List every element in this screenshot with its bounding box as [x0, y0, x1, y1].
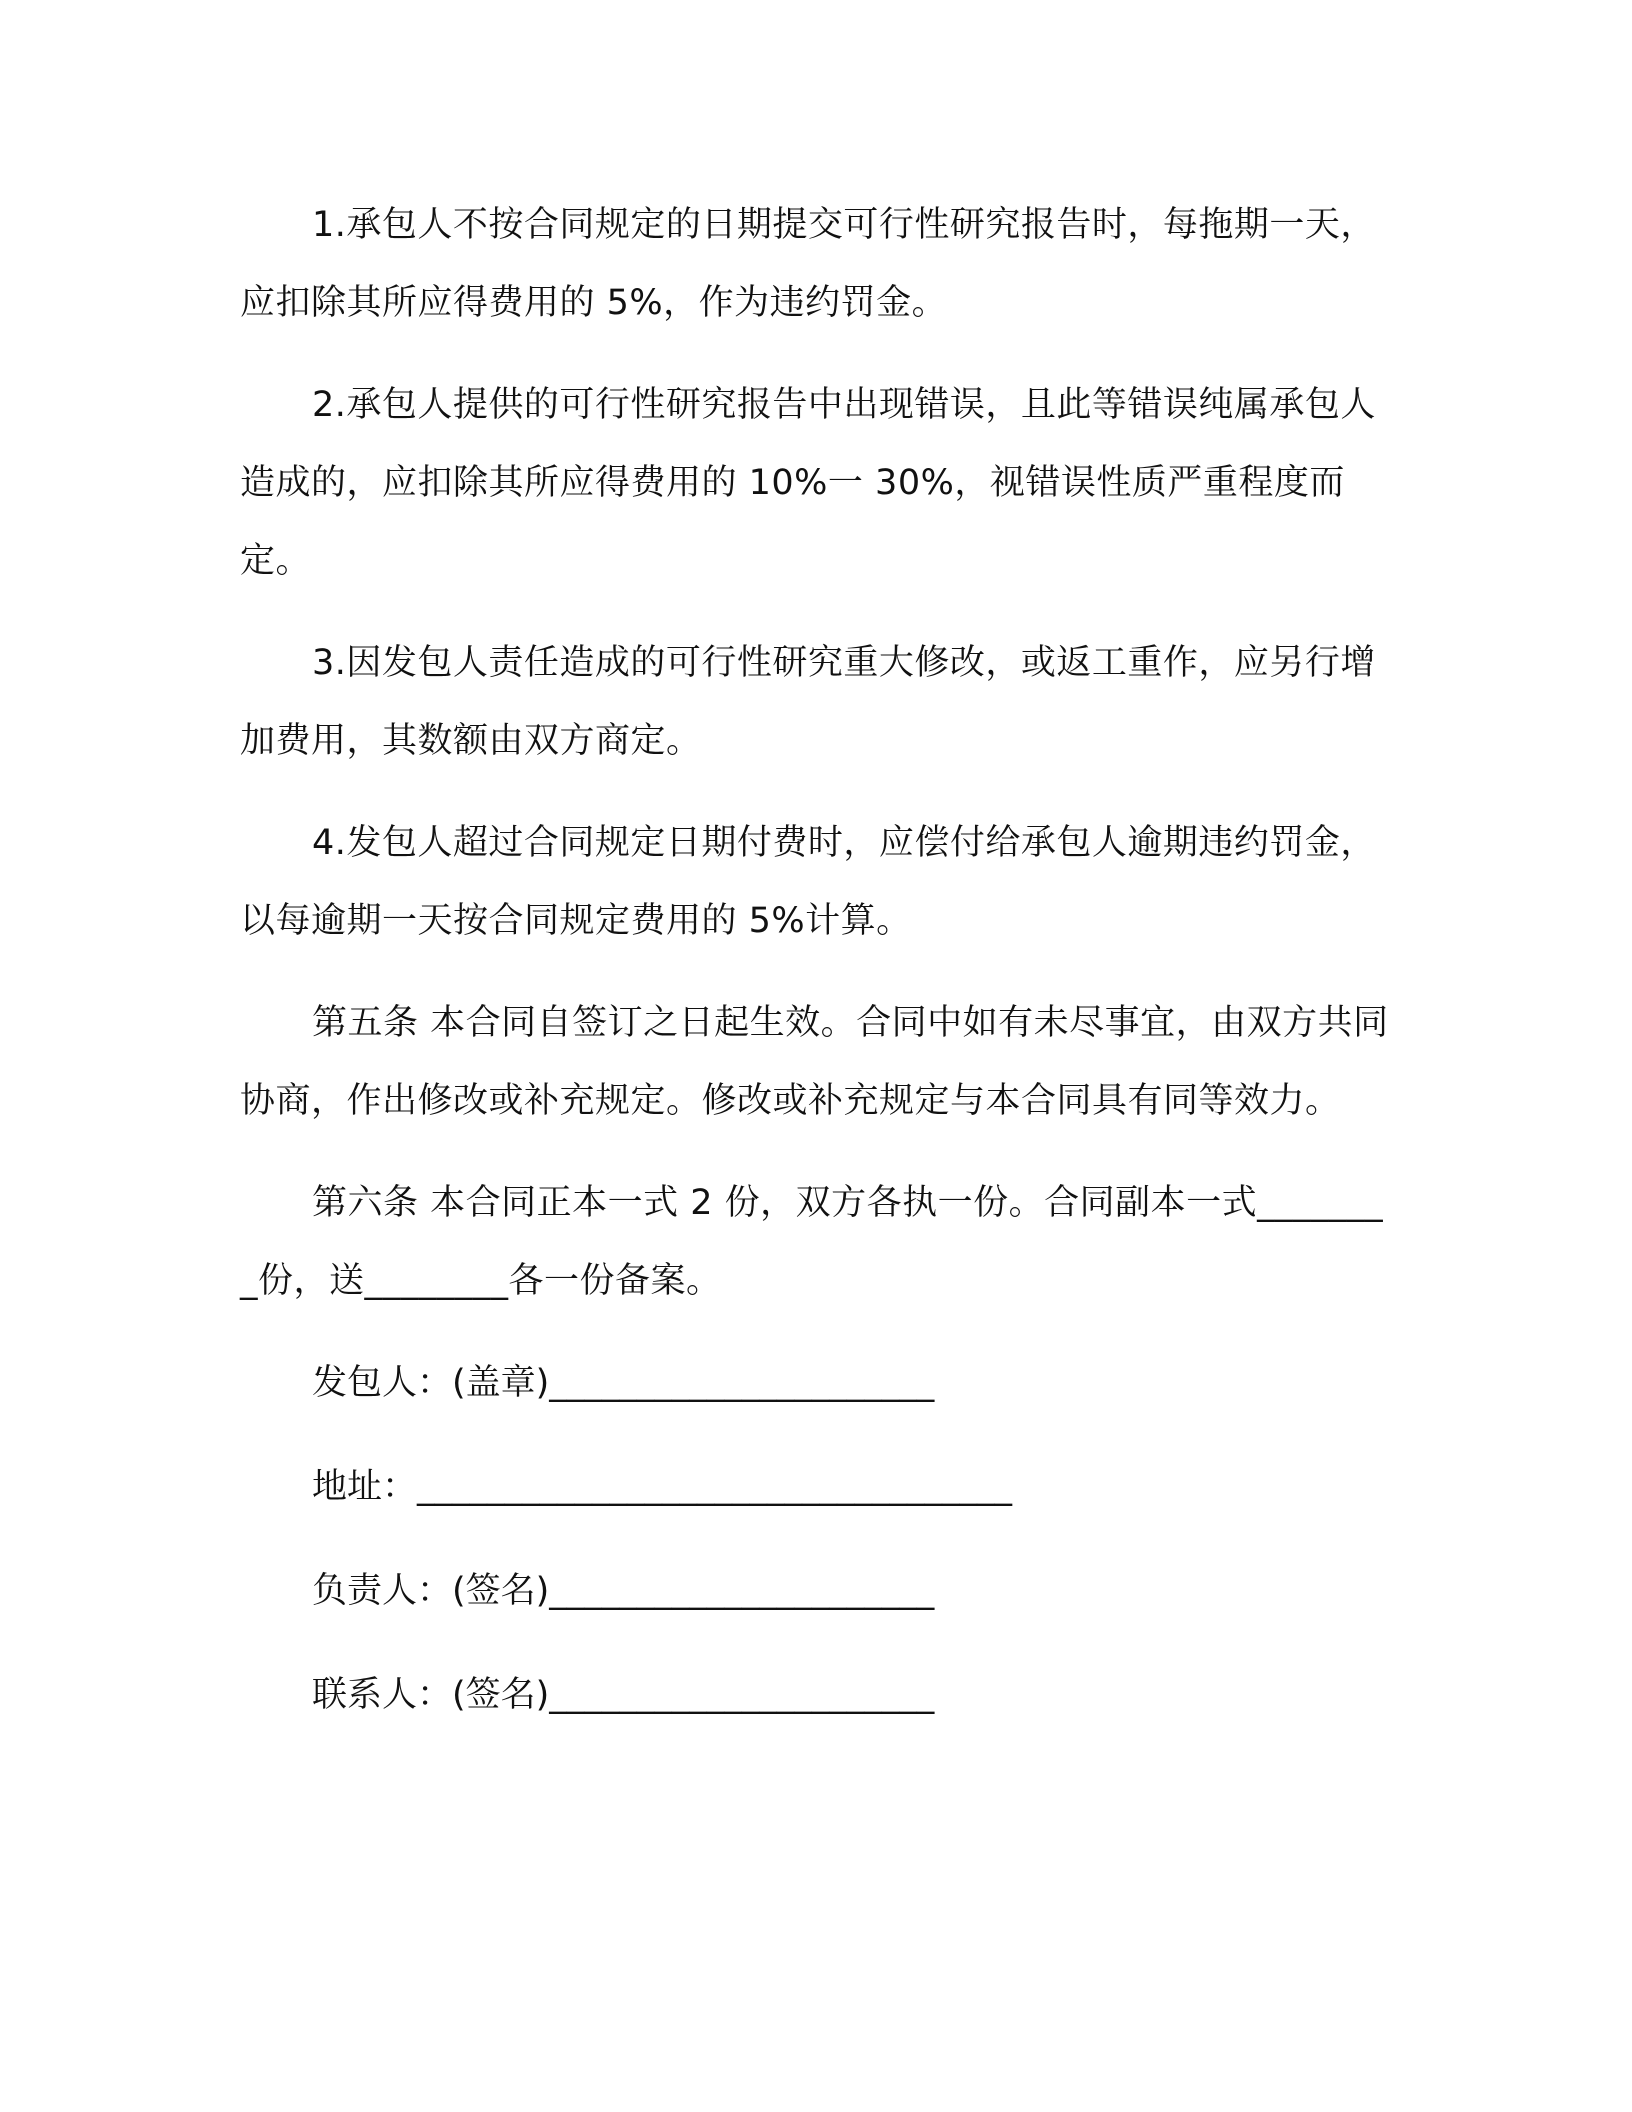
responsible-person-line: 负责人：(签名)______________________: [312, 1571, 935, 1611]
article-6-paragraph: 第六条 本合同正本一式 2 份，双方各执一份。合同副本一式________份，送________各一份备案。: [240, 1183, 1384, 1301]
employer-seal-line: 发包人：(盖章)______________________: [312, 1363, 935, 1403]
clause-1-paragraph: 1.承包人不按合同规定的日期提交可行性研究报告时，每拖期一天，应扣除其所应得费用的 5%，作为违约罚金。: [240, 205, 1376, 323]
clause-2-paragraph: 2.承包人提供的可行性研究报告中出现错误，且此等错误纯属承包人造成的，应扣除其所应得费用的 10%一 30%，视错误性质严重程度而定。: [240, 385, 1376, 581]
clause-4-paragraph: 4.发包人超过合同规定日期付费时，应偿付给承包人逾期违约罚金，以每逾期一天按合同规定费用的 5%计算。: [240, 823, 1376, 941]
clause-3-paragraph: 3.因发包人责任造成的可行性研究重大修改，或返工重作，应另行增加费用，其数额由双方商定。: [240, 643, 1376, 761]
address-line: 地址：__________________________________: [312, 1467, 1013, 1507]
contact-person-line: 联系人：(签名)______________________: [312, 1675, 935, 1715]
document-page: [240, 186, 1390, 1760]
article-5-paragraph: 第五条 本合同自签订之日起生效。合同中如有未尽事宜，由双方共同协商，作出修改或补充规定。修改或补充规定与本合同具有同等效力。: [240, 1003, 1389, 1121]
